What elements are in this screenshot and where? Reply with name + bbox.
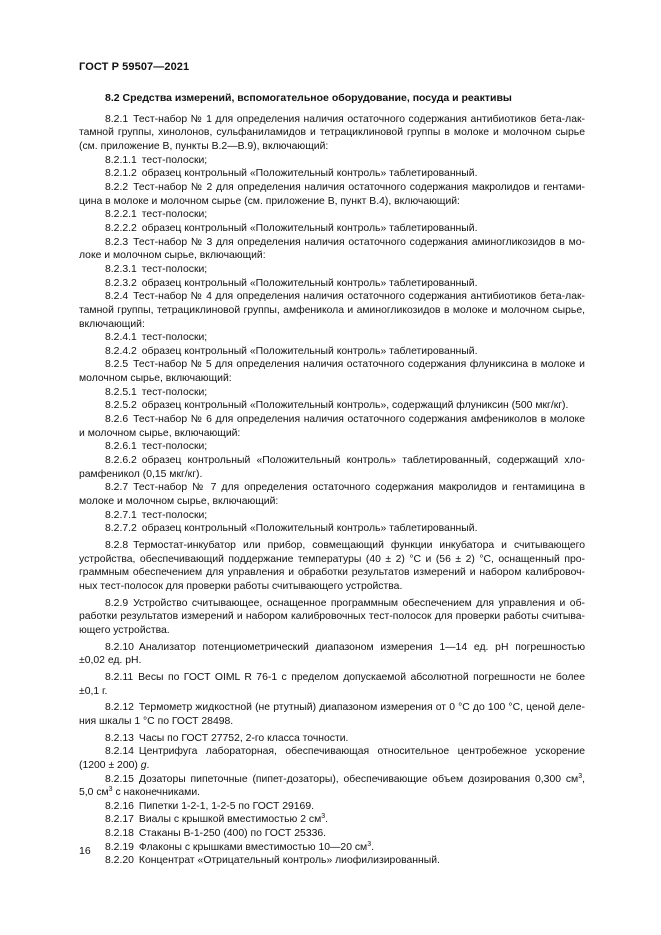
item-text: Тест-набор № 3 для определения наличия остаточного содержания аминогликозидов в молоке и молочном сырье, включающий: (79, 236, 585, 262)
list-item (79, 509, 585, 523)
item-text: Центрифуга лабораторная, обеспечивающая относительное центробежное ускорение (1200 ± 200) (79, 746, 585, 771)
item-text: Тест-набор № 4 для определения наличия остаточного содержания антибиотиков бета-лактамной группы, тетрациклиновой группы, амфеникола и аминогликозидов в молоке и молочном сырье, включающий: (79, 291, 585, 330)
list-item (79, 399, 585, 413)
item-text: Тест-набор № 6 для определения наличия остаточного содержания амфениколов в молоке и молочном сырье, включающий: (79, 414, 585, 439)
item-number: 8.2.7.1 (105, 509, 137, 521)
item-list (79, 113, 585, 868)
list-item (79, 181, 585, 208)
list-item (79, 701, 585, 728)
list-item (79, 522, 585, 536)
item-number: 8.2.8 (105, 540, 129, 551)
item-number: 8.2.5.1 (105, 386, 137, 398)
item-number: 8.2.2.2 (105, 222, 137, 234)
list-item (79, 222, 585, 236)
item-superscript: 3 (578, 772, 583, 780)
item-text: Тест-набор № 1 для определения наличия остаточного содержания антибиотиков бета-лактамной группы, хинолонов, сульфаниламидов и тетрациклиновой группы в молоке и молочном сырье (см. приложение В, пункты В.2—В.9), включающий: (79, 113, 585, 152)
list-item (79, 345, 585, 359)
item-number: 8.2.2.1 (105, 209, 137, 221)
item-number: 8.2.5.2 (105, 400, 137, 412)
list-item (79, 454, 585, 481)
page-number: 16 (79, 845, 91, 857)
item-text: Флаконы с крышками вместимостью 10—20 см (138, 841, 368, 853)
item-number: 8.2.6.2 (105, 455, 137, 467)
item-text: образец контрольный «Положительный контроль» таблетированный. (141, 222, 478, 234)
item-text: Термостат-инкубатор или прибор, совмещающий функции инкубатора и считывающего устройства, обеспечивающий поддержание температуры (40 ± 2) °С и (56 ± 2) °С, оснащенный программным обеспечением для управления и обработки результатов измерений и набором калибровочных тест-полосок для проверки работы считывающего устройства. (79, 540, 585, 592)
item-number: 8.2.3.2 (105, 277, 137, 289)
item-number: 8.2.16 (105, 800, 134, 812)
section-title: 8.2 Средства измерений, вспомогательное оборудование, посуда и реактивы (105, 92, 512, 104)
item-text: образец контрольный «Положительный контроль» таблетированный. (141, 277, 478, 289)
item-text-tail: , 5,0 см (79, 773, 585, 799)
list-item (79, 854, 585, 868)
item-text-tail: . (325, 814, 329, 826)
item-text: тест-полоски; (141, 509, 208, 521)
list-item (79, 277, 585, 291)
list-item (79, 732, 585, 746)
item-text: Весы по ГОСТ OIML R 76-1 с пределом допускаемой абсолютной погрешности не более ±0,1 г. (79, 671, 585, 697)
item-text: тест-полоски; (141, 332, 208, 344)
item-number: 8.2.1 (105, 113, 129, 125)
item-number: 8.2.3 (105, 236, 129, 248)
item-text: Тест-набор № 5 для определения наличия остаточного содержания флуниксина в молоке и молочном сырье, включающий: (79, 359, 585, 385)
item-text: образец контрольный «Положительный контроль» таблетированный. (141, 523, 478, 535)
list-item (79, 236, 585, 263)
item-text: Виалы с крышкой вместимостью 2 см (138, 814, 322, 826)
item-text: тест-полоски; (141, 263, 208, 275)
list-item (79, 331, 585, 345)
item-number: 8.2.5 (105, 359, 129, 371)
item-text: образец контрольный «Положительный контроль» таблетированный, содержащий хлорамфеникол (0,15 мкг/кг). (79, 455, 585, 480)
item-text: Тест-набор № 2 для определения наличия остаточного содержания макролидов и гентамицина в молоке и молочном сырье (см. приложение В, пункт В.4), включающий: (79, 181, 585, 207)
list-item (79, 827, 585, 841)
list-item (79, 208, 585, 222)
item-text: тест-полоски; (141, 209, 208, 221)
item-text: Тест-набор № 7 для определения остаточного содержания макролидов и гентамицина в молоке и молочном сырье, включающий: (79, 482, 585, 508)
list-item (79, 745, 585, 772)
item-number: 8.2.9 (105, 597, 129, 609)
item-superscript: 3 (321, 813, 326, 821)
item-text-tail: . (371, 841, 375, 853)
item-text: Пипетки 1-2-1, 1-2-5 по ГОСТ 29169. (138, 800, 314, 812)
item-text-tail: . (146, 759, 150, 771)
item-text: Часы по ГОСТ 27752, 2-го класса точности. (138, 732, 349, 744)
item-number: 8.2.4.1 (105, 332, 137, 344)
list-item (79, 597, 585, 638)
item-number: 8.2.1.1 (105, 154, 137, 166)
item-number: 8.2.11 (105, 671, 134, 683)
list-item (79, 641, 585, 668)
item-number: 8.2.15 (105, 773, 134, 785)
item-text: Дозаторы пипеточные (пипет-дозаторы), обеспечивающие объем дозирования 0,300 см (138, 773, 579, 785)
item-number: 8.2.17 (105, 814, 134, 826)
item-text: тест-полоски; (141, 441, 208, 453)
item-number: 8.2.4 (105, 291, 129, 303)
page-content (79, 92, 585, 868)
item-number: 8.2.2 (105, 181, 129, 193)
item-text: Анализатор потенциометрический диапазоном измерения 1—14 ед. рН погрешностью ±0,02 ед. рН. (79, 641, 585, 667)
item-number: 8.2.14 (105, 746, 134, 758)
list-item (79, 154, 585, 168)
item-superscript: 3 (108, 786, 113, 794)
item-number: 8.2.7.2 (105, 523, 137, 535)
item-number: 8.2.19 (105, 841, 134, 853)
list-item (79, 413, 585, 440)
list-item (79, 113, 585, 154)
list-item (79, 263, 585, 277)
item-italic: g (140, 759, 147, 771)
document-header: ГОСТ Р 59507—2021 (79, 61, 190, 73)
item-number: 8.2.10 (105, 641, 134, 653)
item-number: 8.2.6 (105, 414, 129, 426)
list-item (79, 440, 585, 454)
item-text: тест-полоски; (141, 386, 208, 398)
item-number: 8.2.3.1 (105, 263, 137, 275)
list-item (79, 358, 585, 385)
list-item (79, 813, 585, 827)
item-number: 8.2.18 (105, 828, 134, 840)
item-text: Концентрат «Отрицательный контроль» лиофилизированный. (138, 855, 440, 867)
list-item (79, 841, 585, 855)
item-text: Термометр жидкостной (не ртутный) диапазоном измерения от 0 °С до 100 °С, ценой деления шкалы 1 °С по ГОСТ 28498. (79, 702, 585, 727)
item-number: 8.2.20 (105, 855, 134, 867)
list-item (79, 481, 585, 508)
list-item (79, 671, 585, 698)
item-text: Стаканы В-1-250 (400) по ГОСТ 25336. (138, 828, 327, 840)
list-item (79, 167, 585, 181)
item-text: образец контрольный «Положительный контроль», содержащий флуниксин (500 мкг/кг). (141, 400, 569, 412)
item-number: 8.2.12 (105, 702, 134, 714)
item-number: 8.2.7 (105, 482, 129, 494)
item-text: тест-полоски; (141, 154, 208, 166)
list-item (79, 386, 585, 400)
list-item (79, 800, 585, 814)
item-number: 8.2.13 (105, 732, 134, 744)
item-number: 8.2.6.1 (105, 441, 137, 453)
item-number: 8.2.4.2 (105, 345, 137, 357)
list-item (79, 290, 585, 331)
item-text: Устройство считывающее, оснащенное программным обеспечением для управления и обработки результатов измерений и набором калибровочных тест-полосок для проверки работы считывающего устройства. (79, 597, 585, 636)
item-text-tail: с наконечниками. (112, 787, 201, 799)
item-superscript: 3 (367, 840, 372, 848)
item-text: образец контрольный «Положительный контроль» таблетированный. (141, 168, 478, 180)
item-text: образец контрольный «Положительный контроль» таблетированный. (141, 345, 478, 357)
list-item (79, 773, 585, 800)
item-number: 8.2.1.2 (105, 168, 137, 180)
list-item (79, 539, 585, 594)
